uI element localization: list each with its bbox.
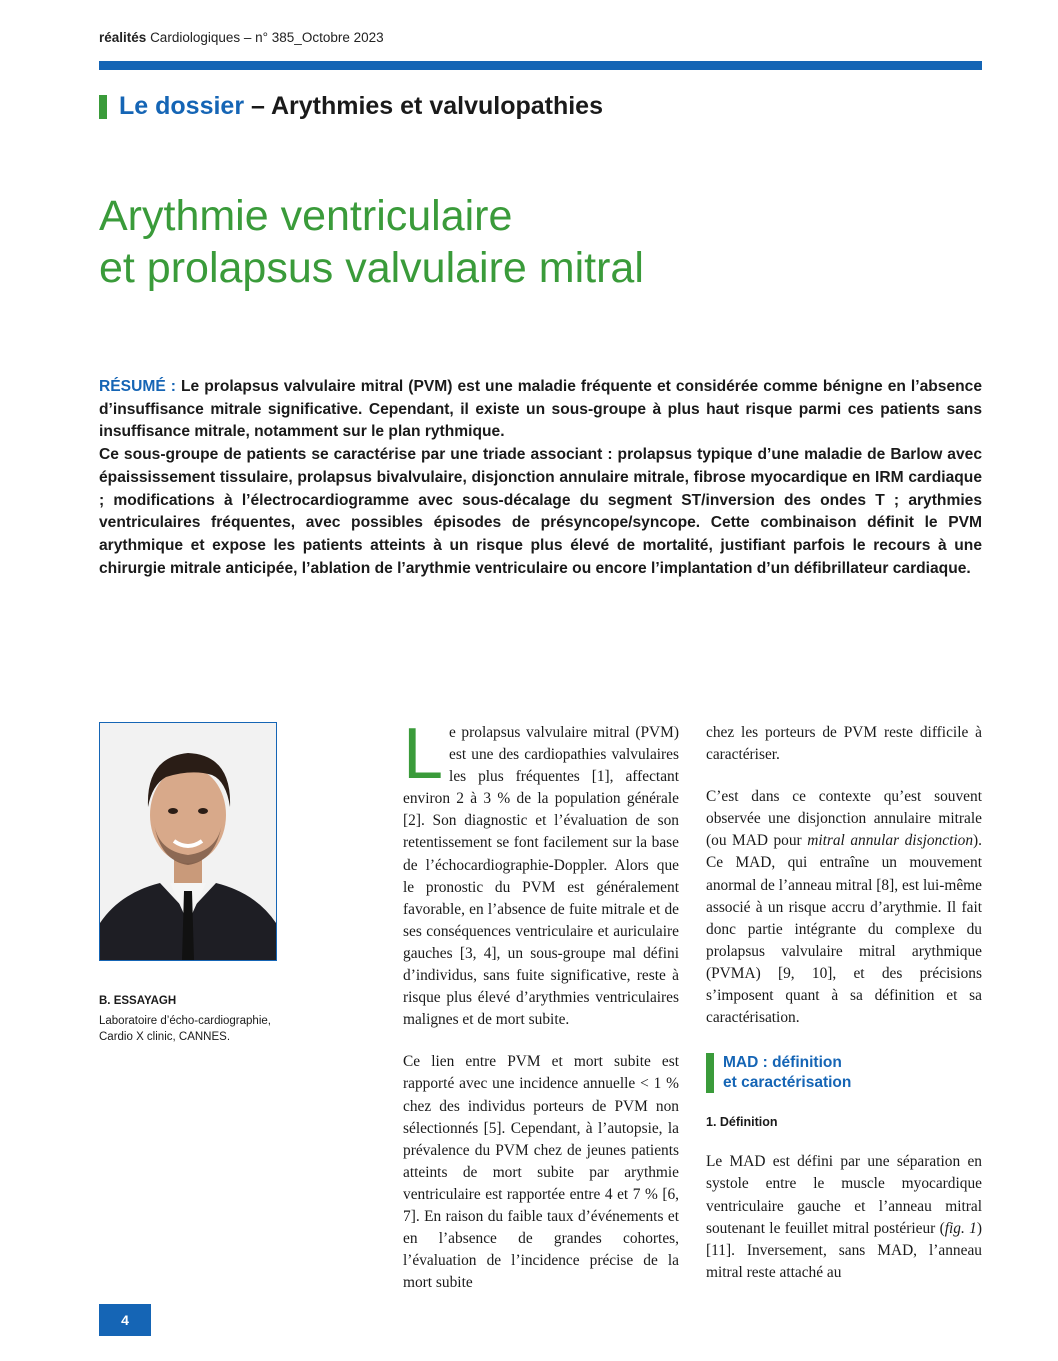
subsection-marker <box>706 1053 714 1093</box>
author-affiliation-line-1: Laboratoire d’écho-cardiographie, <box>99 1015 271 1027</box>
abstract-paragraph-2: Ce sous-groupe de patients se caractérise par une triade associant : prolapsus typique d’une maladie de Barlow avec épaississement tissulaire, prolapsus bivalvulaire, disjonction annulaire mitrale, fibrose myocardique en IRM cardiaque ; modifications à l’électrocardiogramme avec sous-décalage du segment ST/inversion des ondes T ; arythmies ventriculaires fréquentes, avec possibles épisodes de présyncope/syncope. Cette combinaison définit le PVM arythmique et expose les patients atteints à un risque plus élevé de mortalité, justifiant parfois le recours à une chirurgie mitrale anticipée, l’ablation de l’arythmie ventriculaire ou encore l’implantation d’un défibrillateur cardiaque. <box>99 446 982 577</box>
body-paragraph-5-part-b: ) [11]. Inversement, sans MAD, l’anneau mitral reste attaché au <box>706 1219 982 1281</box>
author-photo <box>99 722 277 961</box>
body-paragraph-4-part-b: ). Ce MAD, qui entraîne un mouvement anormal de l’anneau mitral [8], est lui-même associé à un risque accru d’arythmie. Il fait donc partie intégrante du complexe du prolapsus valvulaire mitral arythmique (PVMA) [9, 10], et des précisions s’imposent quant à sa définition et sa caractérisation. <box>706 832 982 1027</box>
section-marker <box>99 95 107 119</box>
page-number: 4 <box>99 1304 151 1336</box>
body-paragraph-4 <box>706 786 982 1029</box>
journal-brand: réalités <box>99 30 147 45</box>
body-column-1 <box>403 714 679 1314</box>
author-affiliation-line-2: Cardio X clinic, CANNES. <box>99 1031 231 1043</box>
subsection-heading-line-2: et caractérisation <box>723 1074 852 1092</box>
abstract-label: RÉSUMÉ : <box>99 378 176 395</box>
title-line-2: et prolapsus valvulaire mitral <box>99 244 644 292</box>
abstract-paragraph-1 <box>99 376 982 444</box>
abstract <box>99 376 982 580</box>
body-paragraph-5-part-a: Le MAD est défini par une séparation en systole entre le muscle myocardique ventriculaire gauche et l’anneau mitral soutenant le feuillet mitral postérieur ( <box>706 1153 982 1237</box>
body-column-2 <box>706 722 982 1284</box>
author-affiliation <box>99 1013 339 1045</box>
subsubsection-heading: 1. Définition <box>706 1115 778 1130</box>
body-paragraph-1-text: e prolapsus valvulaire mitral (PVM) est une des cardiopathies valvulaires les plus fréquentes [1], affectant environ 2 à 3 % de la population générale [2]. Son diagnostic et l’évaluation de son retentissement se font facilement sur la base de l’échocardiographie-Doppler. Alors que le pronostic du PVM est généralement favorable, en l’absence de fuite mitrale et de ses conséquences ventriculaire et auriculaire gauches [3, 4], un sous-groupe mal défini d’individus, sans fuite significative, reste à risque plus élevé d’arythmies ventriculaires malignes et de mort subite. <box>403 724 679 1029</box>
section-heading <box>99 92 603 121</box>
abstract-text-1: Le prolapsus valvulaire mitral (PVM) est une maladie fréquente et considérée comme bénigne en l’absence d’insuffisance mitrale significative. Cependant, il existe un sous-groupe à plus haut risque parmi ces patients sans insuffisance mitrale, notamment sur le plan rythmique. <box>99 378 982 441</box>
body-paragraph-3: chez les porteurs de PVM reste difficile à caractériser. <box>706 724 982 764</box>
running-header <box>99 30 384 45</box>
title-line-1: Arythmie ventriculaire <box>99 192 513 240</box>
drop-cap: L <box>403 714 444 794</box>
body-paragraph-4-part-a: C’est dans ce contexte qu’est souvent observée une disjonction annulaire mitrale (ou MAD pour <box>706 788 982 850</box>
article-title <box>99 190 979 294</box>
header-rule <box>99 61 982 70</box>
figure-reference[interactable]: fig. 1 <box>944 1219 977 1237</box>
author-portrait-illustration <box>100 723 276 960</box>
subsection-heading-line-1: MAD : définition <box>723 1054 842 1072</box>
body-paragraph-2: Ce lien entre PVM et mort subite est rapporté avec une incidence annuelle < 1 % chez des individus porteurs de PVM non sélectionnés [5]. Cependant, à l’autopsie, la prévalence du PVM chez de jeunes patients atteints de mort subite par arythmie ventriculaire est rapportée entre 4 et 7 % [6, 7]. En raison du faible taux d’événements et en l’absence de grandes cohortes, l’évaluation de l’incidence précise de la mort subite <box>403 1053 679 1292</box>
section-topic: – Arythmies et valvulopathies <box>251 92 603 120</box>
section-dossier-label: Le dossier <box>119 92 245 120</box>
body-paragraph-1 <box>403 714 679 1031</box>
subsection-heading <box>706 1053 982 1093</box>
body-paragraph-5 <box>706 1151 982 1284</box>
journal-issue: Cardiologiques – n° 385_Octobre 2023 <box>150 30 384 45</box>
author-name: B. ESSAYAGH <box>99 995 177 1007</box>
body-paragraph-4-italic: mitral annular disjonction <box>807 832 974 850</box>
